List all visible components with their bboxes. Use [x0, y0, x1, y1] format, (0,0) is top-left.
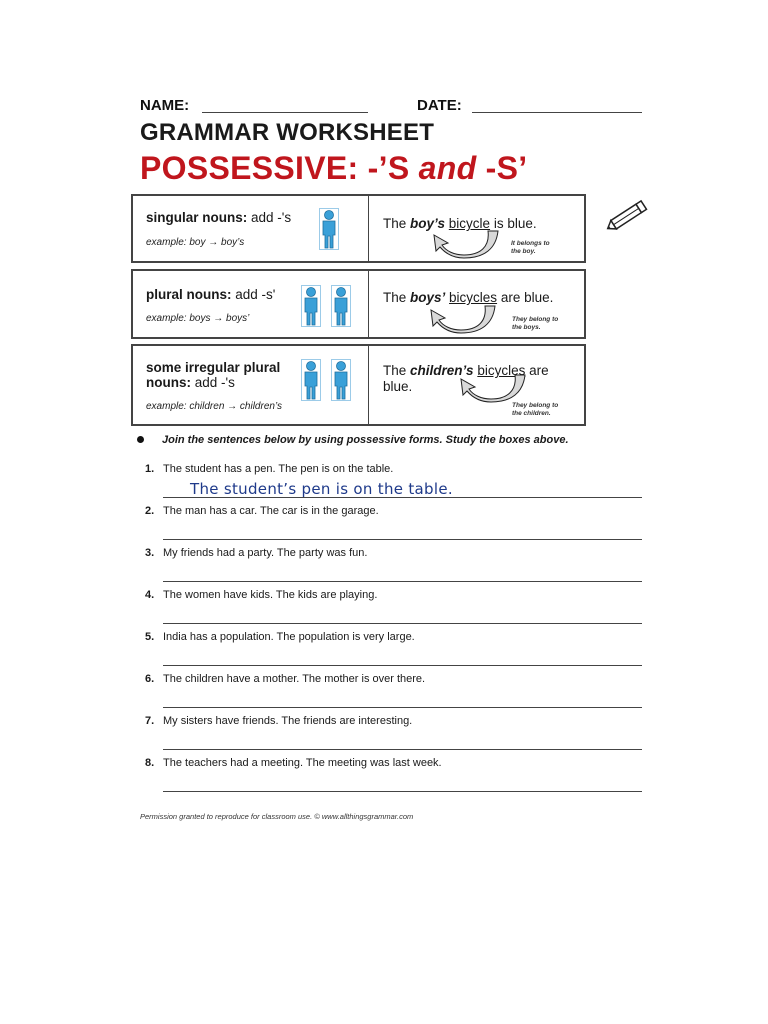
- item-prompt: The teachers had a meeting. The meeting was last week.: [163, 757, 442, 769]
- date-label: DATE:: [417, 97, 462, 114]
- bullet-icon: [137, 436, 144, 443]
- item-prompt: My friends had a party. The party was fun.: [163, 547, 368, 559]
- belongs-note: They belong to the boys.: [512, 316, 559, 331]
- item-number: 7.: [145, 715, 155, 727]
- person-icon: [301, 359, 321, 401]
- item-prompt: The women have kids. The kids are playing.: [163, 589, 378, 601]
- rule-example: example: children → children’s: [146, 401, 282, 412]
- person-icon: [331, 285, 351, 327]
- rule-text: singular nouns: add -'s: [146, 210, 292, 225]
- item-number: 3.: [145, 547, 155, 559]
- worksheet-title: GRAMMAR WORKSHEET: [140, 119, 435, 146]
- rule-example: example: boy → boy’s: [146, 237, 245, 248]
- item-number: 5.: [145, 631, 155, 643]
- person-icon: [319, 208, 339, 250]
- rule-box-irregular: [131, 344, 586, 426]
- rule-text: plural nouns: add -s': [146, 287, 276, 302]
- answer-line[interactable]: [163, 623, 642, 624]
- item-number: 4.: [145, 589, 155, 601]
- item-number: 1.: [145, 463, 155, 475]
- answer-line[interactable]: [163, 749, 642, 750]
- curved-arrow-icon: [428, 229, 500, 259]
- instructions: Join the sentences below by using possessive forms. Study the boxes above.: [162, 434, 569, 446]
- rule-box-plural: [131, 269, 586, 339]
- item-number: 6.: [145, 673, 155, 685]
- person-icon: [301, 285, 321, 327]
- rule-text: some irregular plural nouns: add -'s: [146, 360, 281, 390]
- person-icon: [331, 359, 351, 401]
- answer-line[interactable]: [163, 665, 642, 666]
- curved-arrow-icon: [455, 373, 527, 403]
- answer-line[interactable]: [163, 707, 642, 708]
- answer-line[interactable]: [163, 791, 642, 792]
- item-prompt: My sisters have friends. The friends are interesting.: [163, 715, 413, 727]
- example-sentence: The boys’ bicycles are blue.: [383, 290, 554, 305]
- curved-arrow-icon: [425, 304, 497, 334]
- date-field[interactable]: [472, 112, 642, 113]
- item-prompt: India has a population. The population is very large.: [163, 631, 415, 643]
- rule-box-singular: [131, 194, 586, 263]
- item-number: 2.: [145, 505, 155, 517]
- answer-line[interactable]: [163, 539, 642, 540]
- example-sentence: The children’s bicycles are blue.: [383, 363, 549, 394]
- item-number: 8.: [145, 757, 155, 769]
- answer-line[interactable]: [163, 581, 642, 582]
- rule-example: example: boys → boys’: [146, 313, 250, 324]
- example-sentence: The boy’s bicycle is blue.: [383, 216, 537, 231]
- item-prompt: The children have a mother. The mother is over there.: [163, 673, 426, 685]
- pencil-icon: [603, 198, 651, 234]
- answer-1: The student’s pen is on the table.: [190, 480, 453, 498]
- name-label: NAME:: [140, 97, 190, 114]
- item-prompt: The student has a pen. The pen is on the table.: [163, 463, 394, 475]
- item-prompt: The man has a car. The car is in the garage.: [163, 505, 379, 517]
- worksheet-subtitle: POSSESSIVE: -’S and -S’: [140, 150, 528, 186]
- belongs-note: They belong to the children.: [512, 402, 559, 417]
- name-field[interactable]: [202, 112, 368, 113]
- footer-permission: Permission granted to reproduce for classroom use. © www.allthingsgrammar.com: [140, 812, 414, 821]
- belongs-note: It belongs to the boy.: [511, 240, 550, 255]
